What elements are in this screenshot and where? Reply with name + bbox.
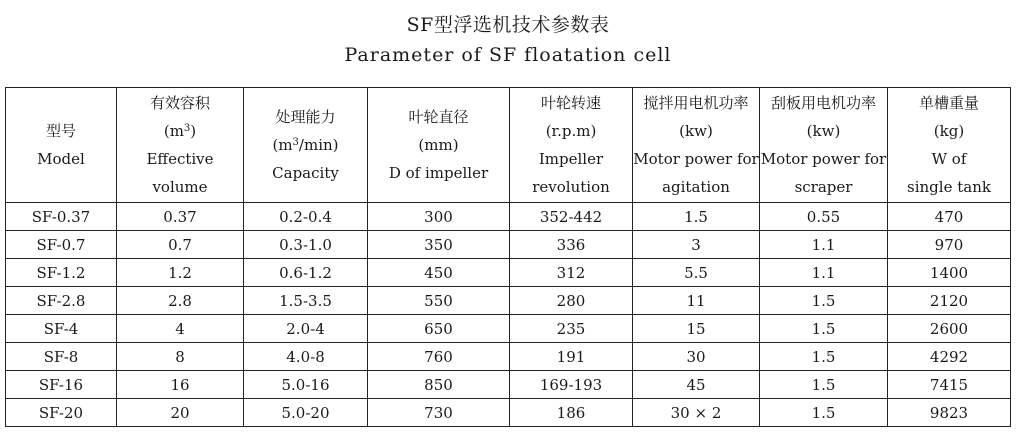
header-unit: $(m^3/\min)$ [272,136,339,154]
header-unit: (mm) [418,136,459,154]
cell-agitation-power: 30 [633,343,760,371]
cell-effective-volume: 20 [117,399,244,427]
cell-impeller-revolution: 352-442 [510,203,633,231]
header-unit: $(m^3)$ [163,122,197,140]
header-scraper-motor-power [760,88,888,203]
header-label-en: D of impeller [388,164,489,182]
header-impeller-revolution [510,88,633,203]
table-row [6,371,1011,399]
header-unit: (r.p.m) [545,122,597,140]
header-label-cn: 搅拌用电机功率 [643,94,749,112]
header-label-en: volume [152,178,208,196]
table-row [6,315,1011,343]
cell-impeller-diameter: 450 [368,259,510,287]
cell-agitation-power: 1.5 [633,203,760,231]
cell-impeller-revolution: 191 [510,343,633,371]
cell-capacity: 0.3-1.0 [244,231,368,259]
cell-capacity: 0.2-0.4 [244,203,368,231]
cell-impeller-revolution: 169-193 [510,371,633,399]
table-title-chinese: SF型浮选机技术参数表 [406,14,610,36]
header-label-en: Motor power for [760,150,887,168]
parameter-table [5,87,1011,427]
table-row [6,259,1011,287]
cell-scraper-power: 1.1 [760,231,888,259]
header-label-en: Effective [146,150,214,168]
header-label-cn: 处理能力 [275,108,336,126]
cell-tank-weight: 2600 [888,315,1011,343]
cell-effective-volume: 2.8 [117,287,244,315]
cell-agitation-power: 3 [633,231,760,259]
header-label-cn: 有效容积 [149,94,210,112]
cell-impeller-revolution: 235 [510,315,633,343]
cell-scraper-power: 1.5 [760,399,888,427]
cell-scraper-power: 1.5 [760,371,888,399]
header-agitation-motor-power [633,88,760,203]
header-label-en: Motor power for [633,150,759,168]
cell-scraper-power: 0.55 [760,203,888,231]
cell-model: SF-2.8 [6,287,117,315]
header-label-en: revolution [532,178,610,196]
cell-impeller-diameter: 730 [368,399,510,427]
table-row [6,203,1011,231]
cell-capacity: 4.0-8 [244,343,368,371]
cell-scraper-power: 1.5 [760,315,888,343]
cell-model: SF-0.7 [6,231,117,259]
header-unit: (kw) [679,122,713,140]
cell-impeller-revolution: 336 [510,231,633,259]
cell-agitation-power: 5.5 [633,259,760,287]
cell-scraper-power: 1.5 [760,343,888,371]
cell-scraper-power: 1.5 [760,287,888,315]
cell-effective-volume: 8 [117,343,244,371]
header-effective-volume [117,88,244,203]
header-impeller-diameter [368,88,510,203]
cell-tank-weight: 470 [888,203,1011,231]
cell-capacity: 0.6-1.2 [244,259,368,287]
cell-impeller-diameter: 300 [368,203,510,231]
cell-capacity: 5.0-16 [244,371,368,399]
header-label-en: Model [37,150,85,168]
header-label-en: agitation [662,178,730,196]
cell-scraper-power: 1.1 [760,259,888,287]
header-label-en: W of [931,150,967,168]
table-header-row [6,88,1011,203]
cell-model: SF-16 [6,371,117,399]
cell-model: SF-8 [6,343,117,371]
table-row [6,343,1011,371]
cell-tank-weight: 9823 [888,399,1011,427]
cell-tank-weight: 1400 [888,259,1011,287]
header-unit: (kg) [933,122,965,140]
cell-effective-volume: 4 [117,315,244,343]
cell-impeller-diameter: 350 [368,231,510,259]
cell-impeller-diameter: 760 [368,343,510,371]
header-label-en: scraper [794,178,853,196]
cell-impeller-revolution: 280 [510,287,633,315]
cell-model: SF-1.2 [6,259,117,287]
header-label-cn: 叶轮直径 [408,108,469,126]
cell-capacity: 1.5-3.5 [244,287,368,315]
header-capacity [244,88,368,203]
cell-agitation-power: 15 [633,315,760,343]
cell-effective-volume: 1.2 [117,259,244,287]
header-unit: (kw) [806,122,841,140]
cell-tank-weight: 7415 [888,371,1011,399]
cell-model: SF-0.37 [6,203,117,231]
table-title-english: Parameter of SF floatation cell [344,44,672,66]
cell-impeller-revolution: 312 [510,259,633,287]
cell-tank-weight: 2120 [888,287,1011,315]
cell-impeller-diameter: 850 [368,371,510,399]
table-row [6,287,1011,315]
table-row [6,231,1011,259]
header-label-cn: 型号 [45,122,76,140]
header-label-en: Impeller [538,150,604,168]
header-label-en: Capacity [272,164,339,182]
cell-agitation-power: 11 [633,287,760,315]
cell-agitation-power: 30 × 2 [633,399,760,427]
header-label-cn: 叶轮转速 [540,94,601,112]
header-label-cn: 单槽重量 [918,94,979,112]
cell-capacity: 5.0-20 [244,399,368,427]
cell-tank-weight: 970 [888,231,1011,259]
table-row [6,399,1011,427]
cell-model: SF-4 [6,315,117,343]
cell-impeller-diameter: 650 [368,315,510,343]
header-model [6,88,117,203]
cell-agitation-power: 45 [633,371,760,399]
cell-tank-weight: 4292 [888,343,1011,371]
header-label-en: single tank [907,178,991,196]
cell-model: SF-20 [6,399,117,427]
cell-effective-volume: 0.37 [117,203,244,231]
cell-impeller-diameter: 550 [368,287,510,315]
cell-impeller-revolution: 186 [510,399,633,427]
header-tank-weight [888,88,1011,203]
cell-capacity: 2.0-4 [244,315,368,343]
header-label-cn: 刮板用电机功率 [770,94,876,112]
cell-effective-volume: 16 [117,371,244,399]
cell-effective-volume: 0.7 [117,231,244,259]
